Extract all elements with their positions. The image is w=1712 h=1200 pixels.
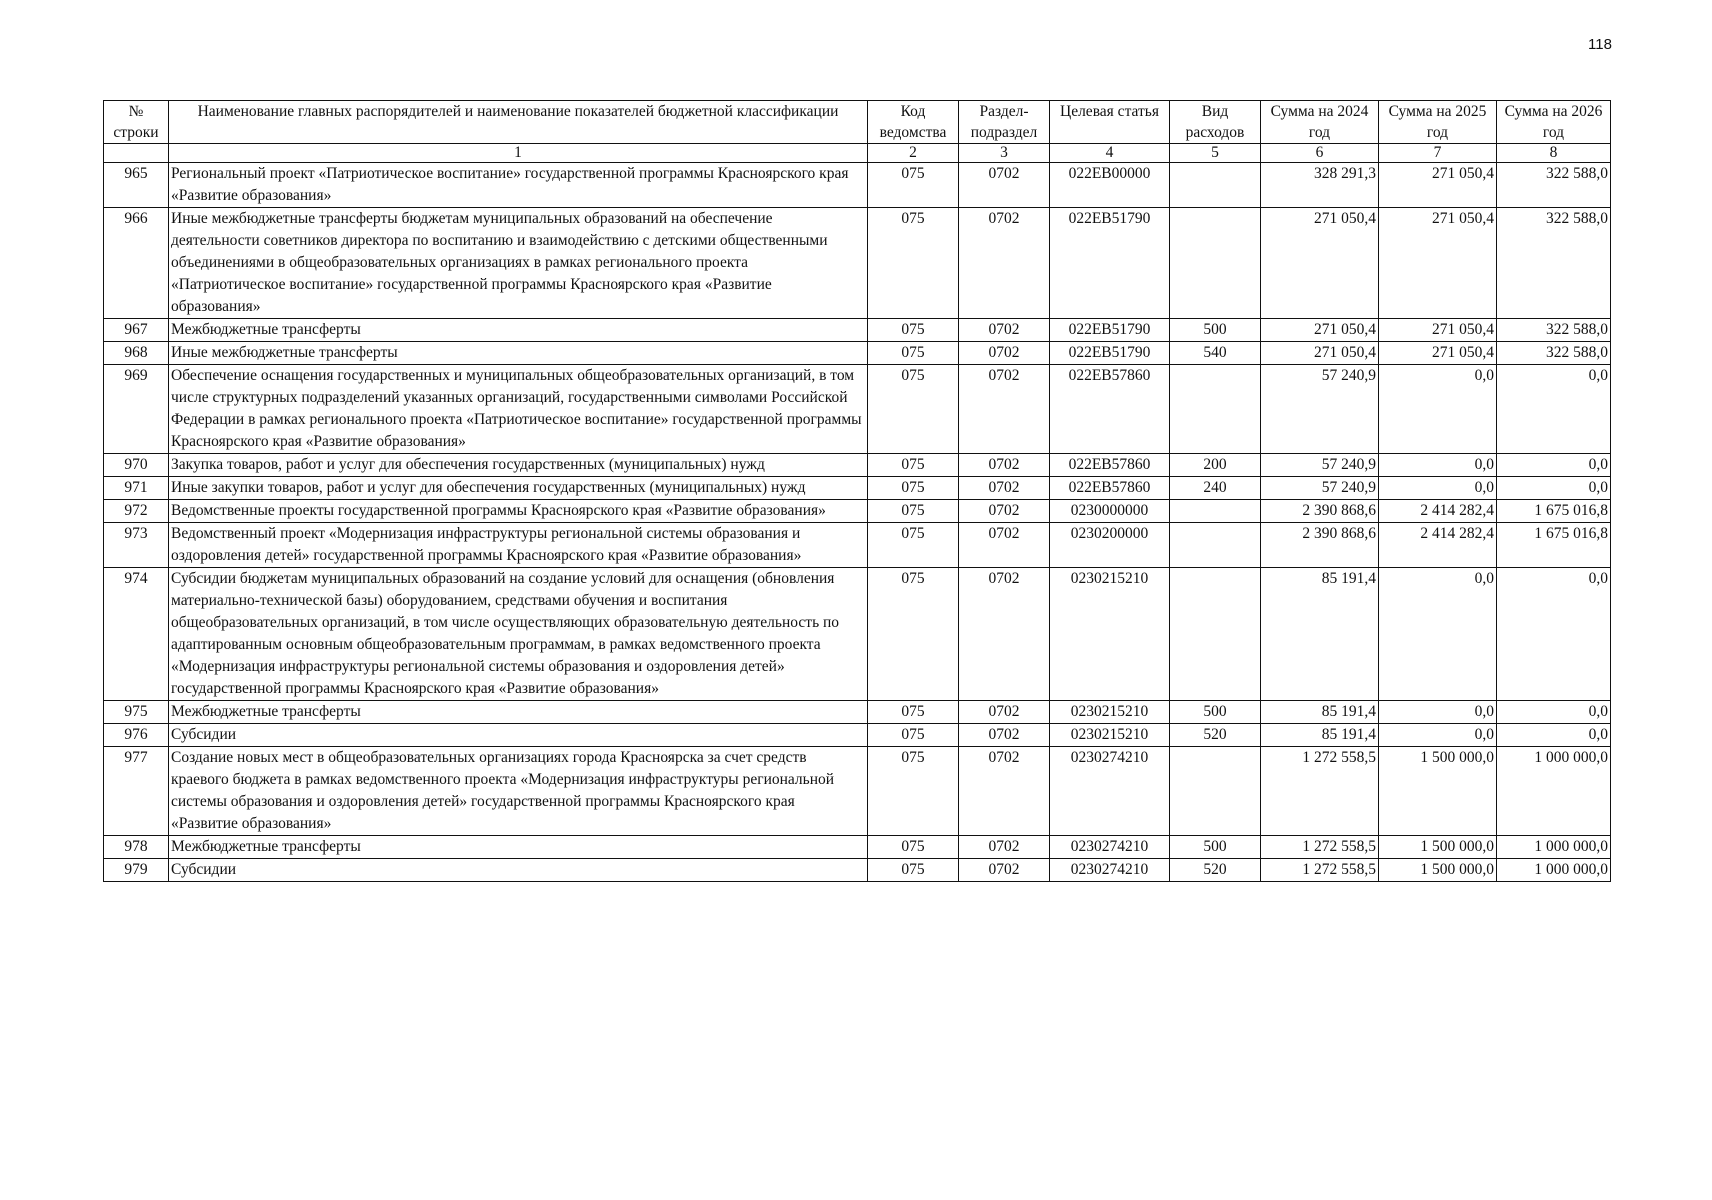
row-section: 0702 [959, 701, 1050, 724]
row-name: Субсидии [169, 724, 868, 747]
column-number-row [104, 144, 1611, 163]
row-code: 075 [868, 365, 959, 454]
row-code: 075 [868, 500, 959, 523]
row-sum-2024: 271 050,4 [1261, 208, 1379, 319]
row-sum-2024: 1 272 558,5 [1261, 747, 1379, 836]
row-target: 022EB57860 [1050, 365, 1170, 454]
row-sum-2024: 2 390 868,6 [1261, 523, 1379, 568]
row-target: 0230000000 [1050, 500, 1170, 523]
row-sum-2026: 1 675 016,8 [1497, 500, 1611, 523]
header-num: № строки [104, 101, 169, 144]
table-row [104, 477, 1611, 500]
row-code: 075 [868, 859, 959, 882]
row-sum-2025: 2 414 282,4 [1379, 500, 1497, 523]
row-code: 075 [868, 319, 959, 342]
row-name: Закупка товаров, работ и услуг для обеспечения государственных (муниципальных) нужд [169, 454, 868, 477]
row-expense: 520 [1170, 724, 1261, 747]
row-section: 0702 [959, 365, 1050, 454]
row-code: 075 [868, 724, 959, 747]
row-target: 022EB51790 [1050, 319, 1170, 342]
row-sum-2024: 2 390 868,6 [1261, 500, 1379, 523]
row-number: 968 [104, 342, 169, 365]
row-name: Субсидии [169, 859, 868, 882]
table-row [104, 500, 1611, 523]
row-code: 075 [868, 523, 959, 568]
row-sum-2025: 271 050,4 [1379, 342, 1497, 365]
row-sum-2026: 1 000 000,0 [1497, 747, 1611, 836]
row-expense [1170, 500, 1261, 523]
row-target: 0230274210 [1050, 747, 1170, 836]
row-code: 075 [868, 454, 959, 477]
header-name: Наименование главных распорядителей и наименование показателей бюджетной классификации [169, 101, 868, 144]
row-name: Создание новых мест в общеобразовательных организациях города Красноярска за счет средств краевого бюджета в рамках ведомственного проекта «Модернизация инфраструктуры региональной системы образования и оздоровления детей» государственной программы Красноярского края «Развитие образования» [169, 747, 868, 836]
table-row [104, 365, 1611, 454]
row-sum-2024: 271 050,4 [1261, 319, 1379, 342]
row-expense: 540 [1170, 342, 1261, 365]
row-section: 0702 [959, 477, 1050, 500]
row-sum-2026: 0,0 [1497, 477, 1611, 500]
row-sum-2025: 271 050,4 [1379, 208, 1497, 319]
row-expense: 500 [1170, 319, 1261, 342]
header-row [104, 101, 1611, 144]
row-number: 972 [104, 500, 169, 523]
budget-table [103, 100, 1611, 882]
table-row [104, 724, 1611, 747]
row-sum-2024: 328 291,3 [1261, 163, 1379, 208]
row-target: 022EB51790 [1050, 342, 1170, 365]
row-sum-2025: 2 414 282,4 [1379, 523, 1497, 568]
row-sum-2026: 0,0 [1497, 454, 1611, 477]
row-section: 0702 [959, 163, 1050, 208]
row-expense [1170, 208, 1261, 319]
row-name: Иные закупки товаров, работ и услуг для обеспечения государственных (муниципальных) нужд [169, 477, 868, 500]
column-number-blank [104, 144, 169, 163]
row-sum-2024: 85 191,4 [1261, 701, 1379, 724]
row-section: 0702 [959, 454, 1050, 477]
row-sum-2025: 1 500 000,0 [1379, 747, 1497, 836]
row-name: Ведомственные проекты государственной программы Красноярского края «Развитие образования» [169, 500, 868, 523]
row-sum-2026: 322 588,0 [1497, 342, 1611, 365]
row-sum-2025: 0,0 [1379, 477, 1497, 500]
row-sum-2026: 0,0 [1497, 365, 1611, 454]
row-name: Иные межбюджетные трансферты [169, 342, 868, 365]
row-section: 0702 [959, 523, 1050, 568]
column-number: 3 [959, 144, 1050, 163]
row-expense: 240 [1170, 477, 1261, 500]
header-expense: Вид расходов [1170, 101, 1261, 144]
row-name: Региональный проект «Патриотическое воспитание» государственной программы Красноярского края «Развитие образования» [169, 163, 868, 208]
row-name: Иные межбюджетные трансферты бюджетам муниципальных образований на обеспечение деятельности советников директора по воспитанию и взаимодействию с детскими общественными объединениями в общеобразовательных организациях в рамках регионального проекта «Патриотическое воспитание» государственной программы Красноярского края «Развитие образования» [169, 208, 868, 319]
row-number: 975 [104, 701, 169, 724]
row-code: 075 [868, 836, 959, 859]
row-sum-2024: 57 240,9 [1261, 454, 1379, 477]
row-number: 971 [104, 477, 169, 500]
column-number: 1 [169, 144, 868, 163]
row-code: 075 [868, 342, 959, 365]
row-target: 022EB57860 [1050, 477, 1170, 500]
row-sum-2025: 1 500 000,0 [1379, 859, 1497, 882]
row-sum-2025: 0,0 [1379, 568, 1497, 701]
row-expense: 500 [1170, 701, 1261, 724]
row-sum-2024: 1 272 558,5 [1261, 836, 1379, 859]
row-target: 0230274210 [1050, 859, 1170, 882]
row-expense: 200 [1170, 454, 1261, 477]
row-sum-2026: 0,0 [1497, 568, 1611, 701]
row-expense [1170, 365, 1261, 454]
table-row [104, 701, 1611, 724]
row-sum-2026: 322 588,0 [1497, 319, 1611, 342]
row-name: Межбюджетные трансферты [169, 701, 868, 724]
row-number: 977 [104, 747, 169, 836]
row-section: 0702 [959, 342, 1050, 365]
row-sum-2025: 1 500 000,0 [1379, 836, 1497, 859]
table-row [104, 319, 1611, 342]
row-code: 075 [868, 477, 959, 500]
row-code: 075 [868, 163, 959, 208]
row-number: 976 [104, 724, 169, 747]
row-code: 075 [868, 747, 959, 836]
row-sum-2025: 0,0 [1379, 724, 1497, 747]
header-sum2025: Сумма на 2025 год [1379, 101, 1497, 144]
row-section: 0702 [959, 747, 1050, 836]
row-expense [1170, 523, 1261, 568]
row-sum-2024: 85 191,4 [1261, 568, 1379, 701]
row-sum-2026: 322 588,0 [1497, 163, 1611, 208]
row-number: 974 [104, 568, 169, 701]
page-number: 118 [1588, 36, 1612, 53]
row-sum-2024: 57 240,9 [1261, 365, 1379, 454]
column-number: 2 [868, 144, 959, 163]
row-name: Межбюджетные трансферты [169, 319, 868, 342]
row-name: Ведомственный проект «Модернизация инфраструктуры региональной системы образования и оздоровления детей» государственной программы Красноярского края «Развитие образования» [169, 523, 868, 568]
row-sum-2026: 1 000 000,0 [1497, 836, 1611, 859]
row-expense [1170, 163, 1261, 208]
header-target: Целевая статья [1050, 101, 1170, 144]
row-name: Межбюджетные трансферты [169, 836, 868, 859]
row-number: 978 [104, 836, 169, 859]
row-name: Субсидии бюджетам муниципальных образований на создание условий для оснащения (обновления материально-технической базы) оборудованием, средствами обучения и воспитания общеобразовательных организаций, в том числе осуществляющих образовательную деятельность по адаптированным основным общеобразовательным программам, в рамках ведомственного проекта «Модернизация инфраструктуры региональной системы образования и оздоровления детей» государственной программы Красноярского края «Развитие образования» [169, 568, 868, 701]
row-number: 966 [104, 208, 169, 319]
row-sum-2026: 0,0 [1497, 724, 1611, 747]
table-row [104, 163, 1611, 208]
row-sum-2025: 0,0 [1379, 454, 1497, 477]
row-sum-2024: 57 240,9 [1261, 477, 1379, 500]
row-target: 0230215210 [1050, 724, 1170, 747]
row-section: 0702 [959, 568, 1050, 701]
row-number: 979 [104, 859, 169, 882]
row-sum-2025: 271 050,4 [1379, 163, 1497, 208]
row-section: 0702 [959, 208, 1050, 319]
column-number: 4 [1050, 144, 1170, 163]
row-target: 0230215210 [1050, 701, 1170, 724]
column-number: 7 [1379, 144, 1497, 163]
row-number: 969 [104, 365, 169, 454]
row-sum-2025: 0,0 [1379, 701, 1497, 724]
row-expense [1170, 747, 1261, 836]
row-number: 967 [104, 319, 169, 342]
row-sum-2024: 85 191,4 [1261, 724, 1379, 747]
table-row [104, 454, 1611, 477]
row-expense: 500 [1170, 836, 1261, 859]
column-number: 5 [1170, 144, 1261, 163]
table-row [104, 523, 1611, 568]
header-sum2024: Сумма на 2024 год [1261, 101, 1379, 144]
table-row [104, 747, 1611, 836]
row-sum-2026: 322 588,0 [1497, 208, 1611, 319]
row-number: 965 [104, 163, 169, 208]
row-sum-2024: 271 050,4 [1261, 342, 1379, 365]
row-target: 022EB51790 [1050, 208, 1170, 319]
row-target: 0230274210 [1050, 836, 1170, 859]
row-sum-2026: 1 000 000,0 [1497, 859, 1611, 882]
header-section: Раздел-подраздел [959, 101, 1050, 144]
row-sum-2026: 0,0 [1497, 701, 1611, 724]
row-target: 022EB00000 [1050, 163, 1170, 208]
row-expense [1170, 568, 1261, 701]
table-row [104, 836, 1611, 859]
row-sum-2025: 271 050,4 [1379, 319, 1497, 342]
row-target: 022EB57860 [1050, 454, 1170, 477]
header-code: Код ведомства [868, 101, 959, 144]
table-row [104, 208, 1611, 319]
row-sum-2025: 0,0 [1379, 365, 1497, 454]
row-name: Обеспечение оснащения государственных и муниципальных общеобразовательных организаций, в том числе структурных подразделений указанных организаций, государственными символами Российской Федерации в рамках регионального проекта «Патриотическое воспитание» государственной программы Красноярского края «Развитие образования» [169, 365, 868, 454]
row-code: 075 [868, 208, 959, 319]
table-row [104, 342, 1611, 365]
row-target: 0230215210 [1050, 568, 1170, 701]
row-target: 0230200000 [1050, 523, 1170, 568]
row-expense: 520 [1170, 859, 1261, 882]
row-number: 973 [104, 523, 169, 568]
header-sum2026: Сумма на 2026 год [1497, 101, 1611, 144]
row-section: 0702 [959, 319, 1050, 342]
table-row [104, 859, 1611, 882]
row-sum-2024: 1 272 558,5 [1261, 859, 1379, 882]
column-number: 6 [1261, 144, 1379, 163]
column-number: 8 [1497, 144, 1611, 163]
row-section: 0702 [959, 724, 1050, 747]
row-sum-2026: 1 675 016,8 [1497, 523, 1611, 568]
row-number: 970 [104, 454, 169, 477]
row-code: 075 [868, 701, 959, 724]
table-row [104, 568, 1611, 701]
row-section: 0702 [959, 836, 1050, 859]
row-section: 0702 [959, 500, 1050, 523]
row-code: 075 [868, 568, 959, 701]
row-section: 0702 [959, 859, 1050, 882]
